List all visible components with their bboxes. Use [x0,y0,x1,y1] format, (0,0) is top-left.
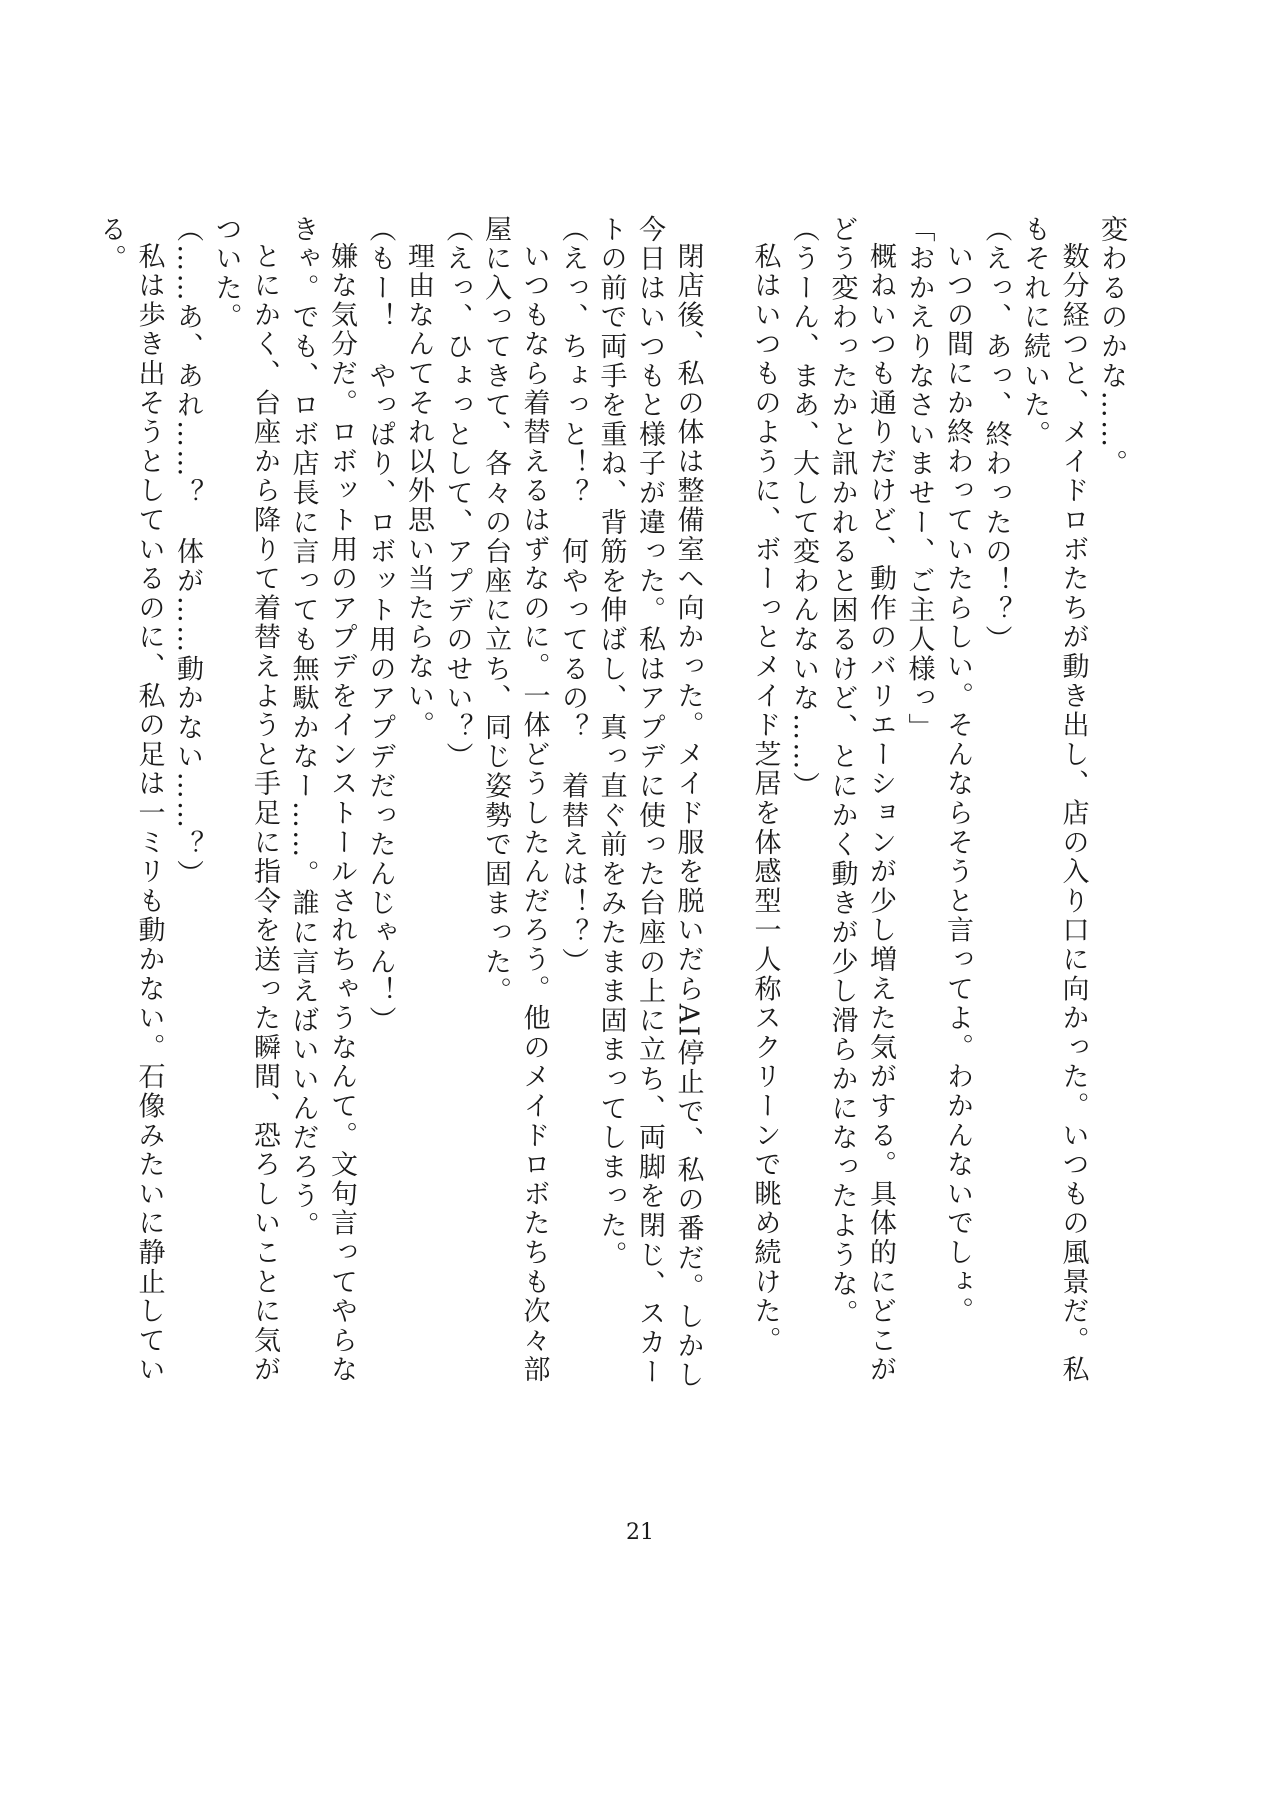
paragraph-5: 「おかえりなさいませー、ご主人様っ」 [903,215,935,743]
paragraph-16: とにかく、台座から降りて着替えようと手足に指令を送った瞬間、恐ろしいことに気がついた。 [210,215,280,1385]
paragraph-12: （えっ、ひょっとして、アプデのせい？） [441,215,473,772]
paragraph-11: いつもなら着替えるはずなのに。一体どうしたんだろう。他のメイドロボたちも次々部屋に入ってきて、各々の台座に立ち、同じ姿勢で固まった。 [480,215,550,1385]
paragraph-4: いつの間にか終わっていたらしい。そんならそうと言ってよ。わかんないでしょ。 [942,242,973,1327]
paragraph-14: （もー！ やっぱり、ロボット用のアプデだったんじゃん！） [364,215,396,1036]
paragraph-10: （えっ、ちょっと！？ 何やってるの？ 着替えは！？） [557,215,588,977]
paragraph-15: 嫌な気分だ。ロボット用のアプデをインストールされちゃうなんて。文句言ってやらなきゃ。でも、ロボ店長に言っても無駄かなー……。誰に言えばいいんだろう。 [287,215,357,1385]
paragraph-18: 私は歩き出そうとしているのに、私の足は一ミリも動かない。石像みたいに静止している。 [95,215,165,1385]
paragraph-2: 数分経つと、メイドロボたちが動き出し、店の入り口に向かった。いつもの風景だ。私もそれに続いた。 [1019,215,1089,1385]
vertical-text-body [95,215,1130,1395]
paragraph-7: （うーん、まあ、大して変わんないな……） [788,215,819,801]
paragraph-8: 私はいつものように、ボーっとメイド芝居を体感型一人称スクリーンで眺め続けた。 [749,242,781,1356]
paragraph-9: 閉店後、私の体は整備室へ向かった。メイド服を脱いだらAI停止で、私の番だ。しかし今日はいつもと様子が違った。私はアプデに使った台座の上に立ち、両脚を閉じ、スカートの前で両手を重ね、背筋を伸ばし、真っ直ぐ前をみたまま固まってしまった。 [595,215,704,1391]
page-number: 21 [626,1520,654,1545]
paragraph-17: （……あ、あれ……？ 体が……動かない……？） [172,215,203,889]
paragraph-6: 概ねいつも通りだけど、動作のバリエーションが少し増えた気がする。具体的にどこがどう変わったかと訊かれると困るけど、とにかく動きが少し滑らかになったような。 [826,215,896,1385]
paragraph-3: （えっ、あっ、終わったの！？） [980,215,1012,655]
paragraph-13: 理由なんてそれ以外思い当たらない。 [403,242,434,741]
paragraph-1: 変わるのかな……。 [1096,215,1127,479]
